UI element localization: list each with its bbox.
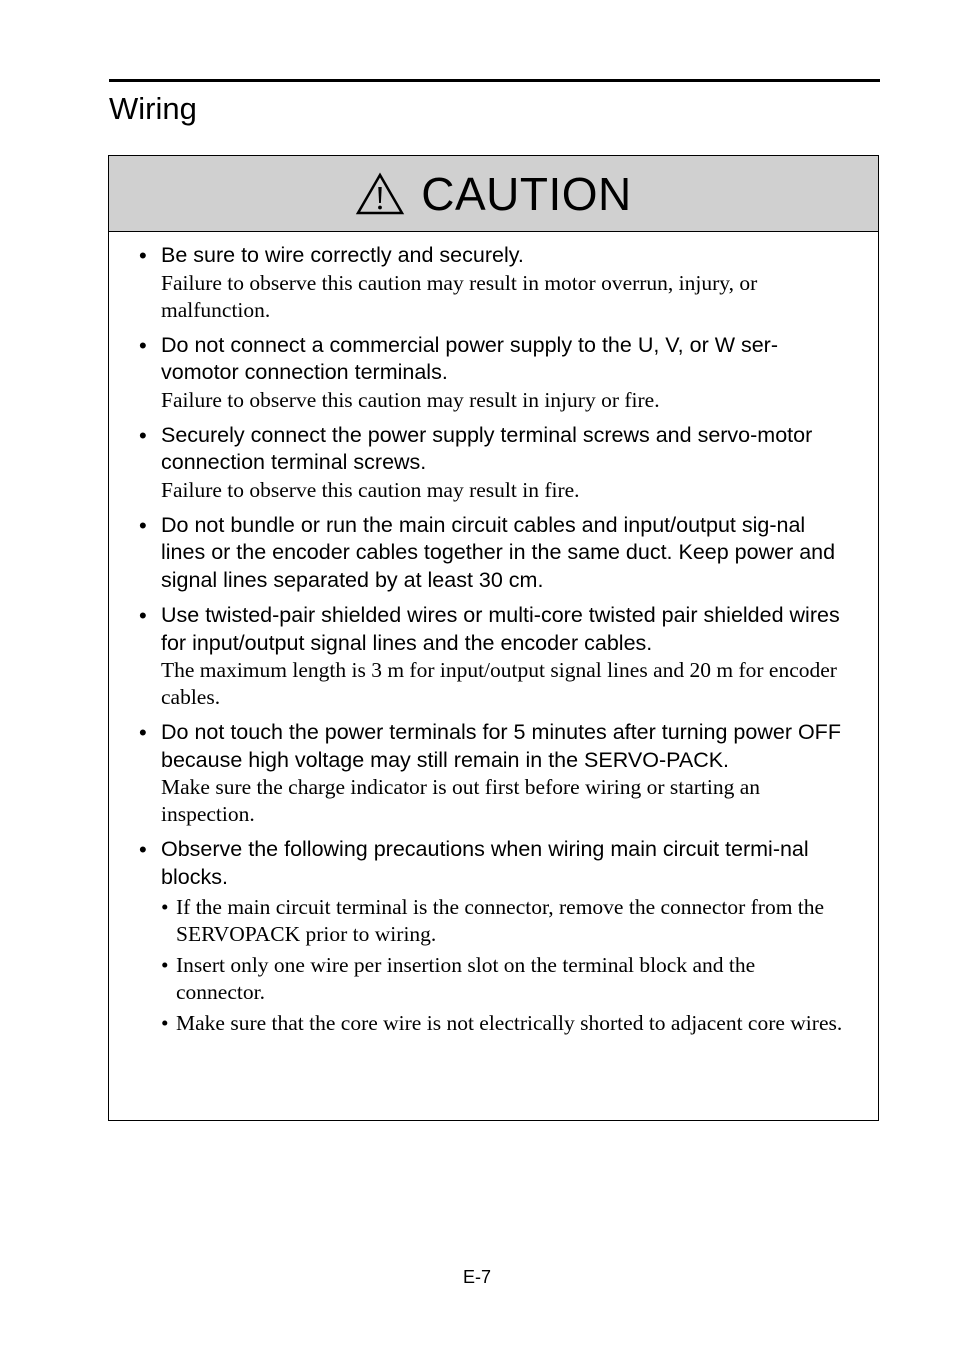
item-main-text: Be sure to wire correctly and securely.: [161, 243, 524, 267]
sub-item: [161, 1010, 848, 1037]
top-rule: [109, 79, 880, 82]
bullet: •: [139, 837, 147, 862]
item-main-text: Do not connect a commercial power supply to the U, V, or W ser-vomotor connection terminals.: [161, 332, 778, 384]
caution-item: [139, 719, 848, 828]
page-number: E-7: [462, 1267, 491, 1287]
sub-bullet: •: [161, 1011, 169, 1035]
bullet: •: [139, 603, 147, 628]
sub-bullet: •: [161, 953, 169, 977]
bullet: •: [139, 512, 147, 538]
item-note-text: The maximum length is 3 m for input/output signal lines and 20 m for encoder cables.: [161, 658, 837, 709]
item-main-text: Do not touch the power terminals for 5 minutes after turning power OFF because high voltage may still remain in the SERVO-PACK.: [161, 720, 841, 772]
item-note-text: Failure to observe this caution may result in motor overrun, injury, or malfunction.: [161, 270, 758, 322]
sub-item: [161, 952, 848, 1006]
caution-item: [139, 332, 848, 414]
item-note-text: Failure to observe this caution may result in fire.: [161, 477, 580, 502]
caution-item: [139, 602, 848, 711]
bullet: •: [139, 332, 147, 358]
caution-item: [139, 242, 848, 324]
item-note-text: Make sure the charge indicator is out first before wiring or starting an inspection.: [161, 775, 761, 826]
bullet: •: [139, 422, 147, 448]
sub-item: [161, 894, 848, 948]
sub-item-text: Insert only one wire per insertion slot on the terminal block and the connector.: [176, 953, 756, 1004]
sub-bullet: •: [161, 895, 169, 919]
sub-item-text: If the main circuit terminal is the connector, remove the connector from the SERVOPACK prior to wiring.: [176, 895, 825, 946]
caution-box: [108, 155, 879, 1121]
item-main-text: Use twisted-pair shielded wires or multi-core twisted pair shielded wires for input/output signal lines and the encoder cables.: [161, 603, 840, 655]
item-main-text: Do not bundle or run the main circuit cables and input/output sig-nal lines or the encoder cables together in the same duct. Keep power and signal lines separated by at least 30 cm.: [161, 512, 836, 592]
section-title: Wiring: [109, 91, 197, 126]
item-main-text: Observe the following precautions when wiring main circuit termi-nal blocks.: [161, 837, 809, 889]
item-note-text: Failure to observe this caution may result in injury or fire.: [161, 387, 660, 412]
sub-item-text: Make sure that the core wire is not electrically shorted to adjacent core wires.: [176, 1011, 843, 1035]
caution-title: CAUTION: [421, 167, 632, 220]
warning-triangle-icon: [355, 172, 405, 216]
caution-body: [109, 232, 878, 1037]
caution-item: [139, 836, 848, 1037]
caution-item: [139, 422, 848, 504]
bullet: •: [139, 243, 147, 268]
caution-item: [139, 512, 848, 595]
bullet: •: [139, 720, 147, 745]
caution-header: [109, 156, 878, 232]
item-main-text: Securely connect the power supply terminal screws and servo-motor connection terminal screws.: [161, 422, 813, 474]
